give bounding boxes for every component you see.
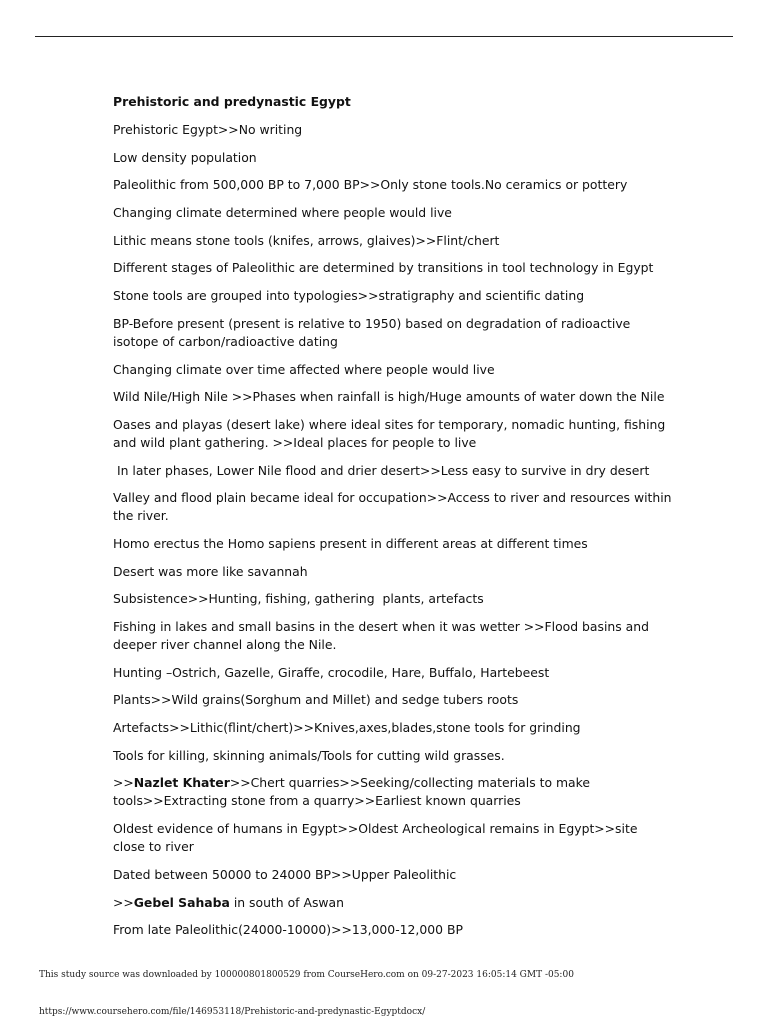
paragraph: Prehistoric Egypt>>No writing <box>113 122 303 137</box>
source-url[interactable]: https://www.coursehero.com/file/146953118/Prehistoric-and-predynastic-Egyptdocx/ <box>39 1007 426 1017</box>
document-body <box>113 93 673 949</box>
paragraph: Different stages of Paleolithic are determined by transitions in tool technology in Egypt <box>113 260 654 276</box>
paragraph: Low density population <box>113 149 257 165</box>
gebel-prefix: >> <box>113 894 134 910</box>
nazlet-prefix: >> <box>113 775 134 791</box>
paragraph: Wild Nile/High Nile >>Phases when rainfall is high/Huge amounts of water down the Nile <box>113 389 665 405</box>
paragraph: Desert was more like savannah <box>113 563 308 579</box>
paragraph: Stone tools are grouped into typologies>>stratigraphy and scientific dating <box>113 288 585 304</box>
document-title: Prehistoric and predynastic Egypt <box>113 94 351 109</box>
paragraph: Homo erectus the Homo sapiens present in different areas at different times <box>113 535 588 551</box>
paragraph: From late Paleolithic(24000-10000)>>13,000-12,000 BP <box>113 922 463 938</box>
paragraph: BP-Before present (present is relative to 1950) based on degradation of radioactive isotope of carbon/radioactive dating <box>113 315 631 349</box>
paragraph: Valley and flood plain became ideal for occupation>>Access to river and resources within the river. <box>113 490 672 524</box>
paragraph: Changing climate determined where people would live <box>113 205 452 221</box>
paragraph: Plants>>Wild grains(Sorghum and Millet) and sedge tubers roots <box>113 692 519 708</box>
paragraph: Oases and playas (desert lake) where ideal sites for temporary, nomadic hunting, fishing and wild plant gathering. >>Ideal places for people to live <box>113 416 666 450</box>
paragraph: Paleolithic from 500,000 BP to 7,000 BP>>Only stone tools.No ceramics or pottery <box>113 177 628 193</box>
nazlet-khater-term: Nazlet Khater <box>133 775 230 791</box>
paragraph: Subsistence>>Hunting, fishing, gathering plants, artefacts <box>113 591 484 607</box>
header-rule <box>35 36 733 37</box>
paragraph: Tools for killing, skinning animals/Tools for cutting wild grasses. <box>113 747 505 763</box>
gebel-sahaba-paragraph <box>113 894 673 912</box>
paragraph: Lithic means stone tools (knifes, arrows, glaives)>>Flint/chert <box>113 232 500 248</box>
nazlet-rest: >>Chert quarries>>Seeking/collecting materials to make tools>>Extracting stone from a quarry>>Earliest known quarries <box>113 775 590 809</box>
nazlet-khater-paragraph <box>113 774 673 810</box>
paragraph: In later phases, Lower Nile flood and drier desert>>Less easy to survive in dry desert <box>113 462 650 478</box>
paragraph: Artefacts>>Lithic(flint/chert)>>Knives,axes,blades,stone tools for grinding <box>113 720 581 736</box>
paragraph: Dated between 50000 to 24000 BP>>Upper Paleolithic <box>113 866 457 882</box>
paragraph: Oldest evidence of humans in Egypt>>Oldest Archeological remains in Egypt>>site close to river <box>113 821 638 855</box>
gebel-sahaba-term: Gebel Sahaba <box>133 894 230 910</box>
paragraph: Fishing in lakes and small basins in the desert when it was wetter >>Flood basins and deeper river channel along the Nile. <box>113 619 649 652</box>
paragraph: Changing climate over time affected where people would live <box>113 361 495 377</box>
paragraph: Hunting –Ostrich, Gazelle, Giraffe, crocodile, Hare, Buffalo, Hartebeest <box>113 664 550 680</box>
download-notice: This study source was downloaded by 100000801800529 from CourseHero.com on 09-27-2023 16:05:14 GMT -05:00 <box>39 970 574 980</box>
gebel-rest: in south of Aswan <box>229 894 344 910</box>
